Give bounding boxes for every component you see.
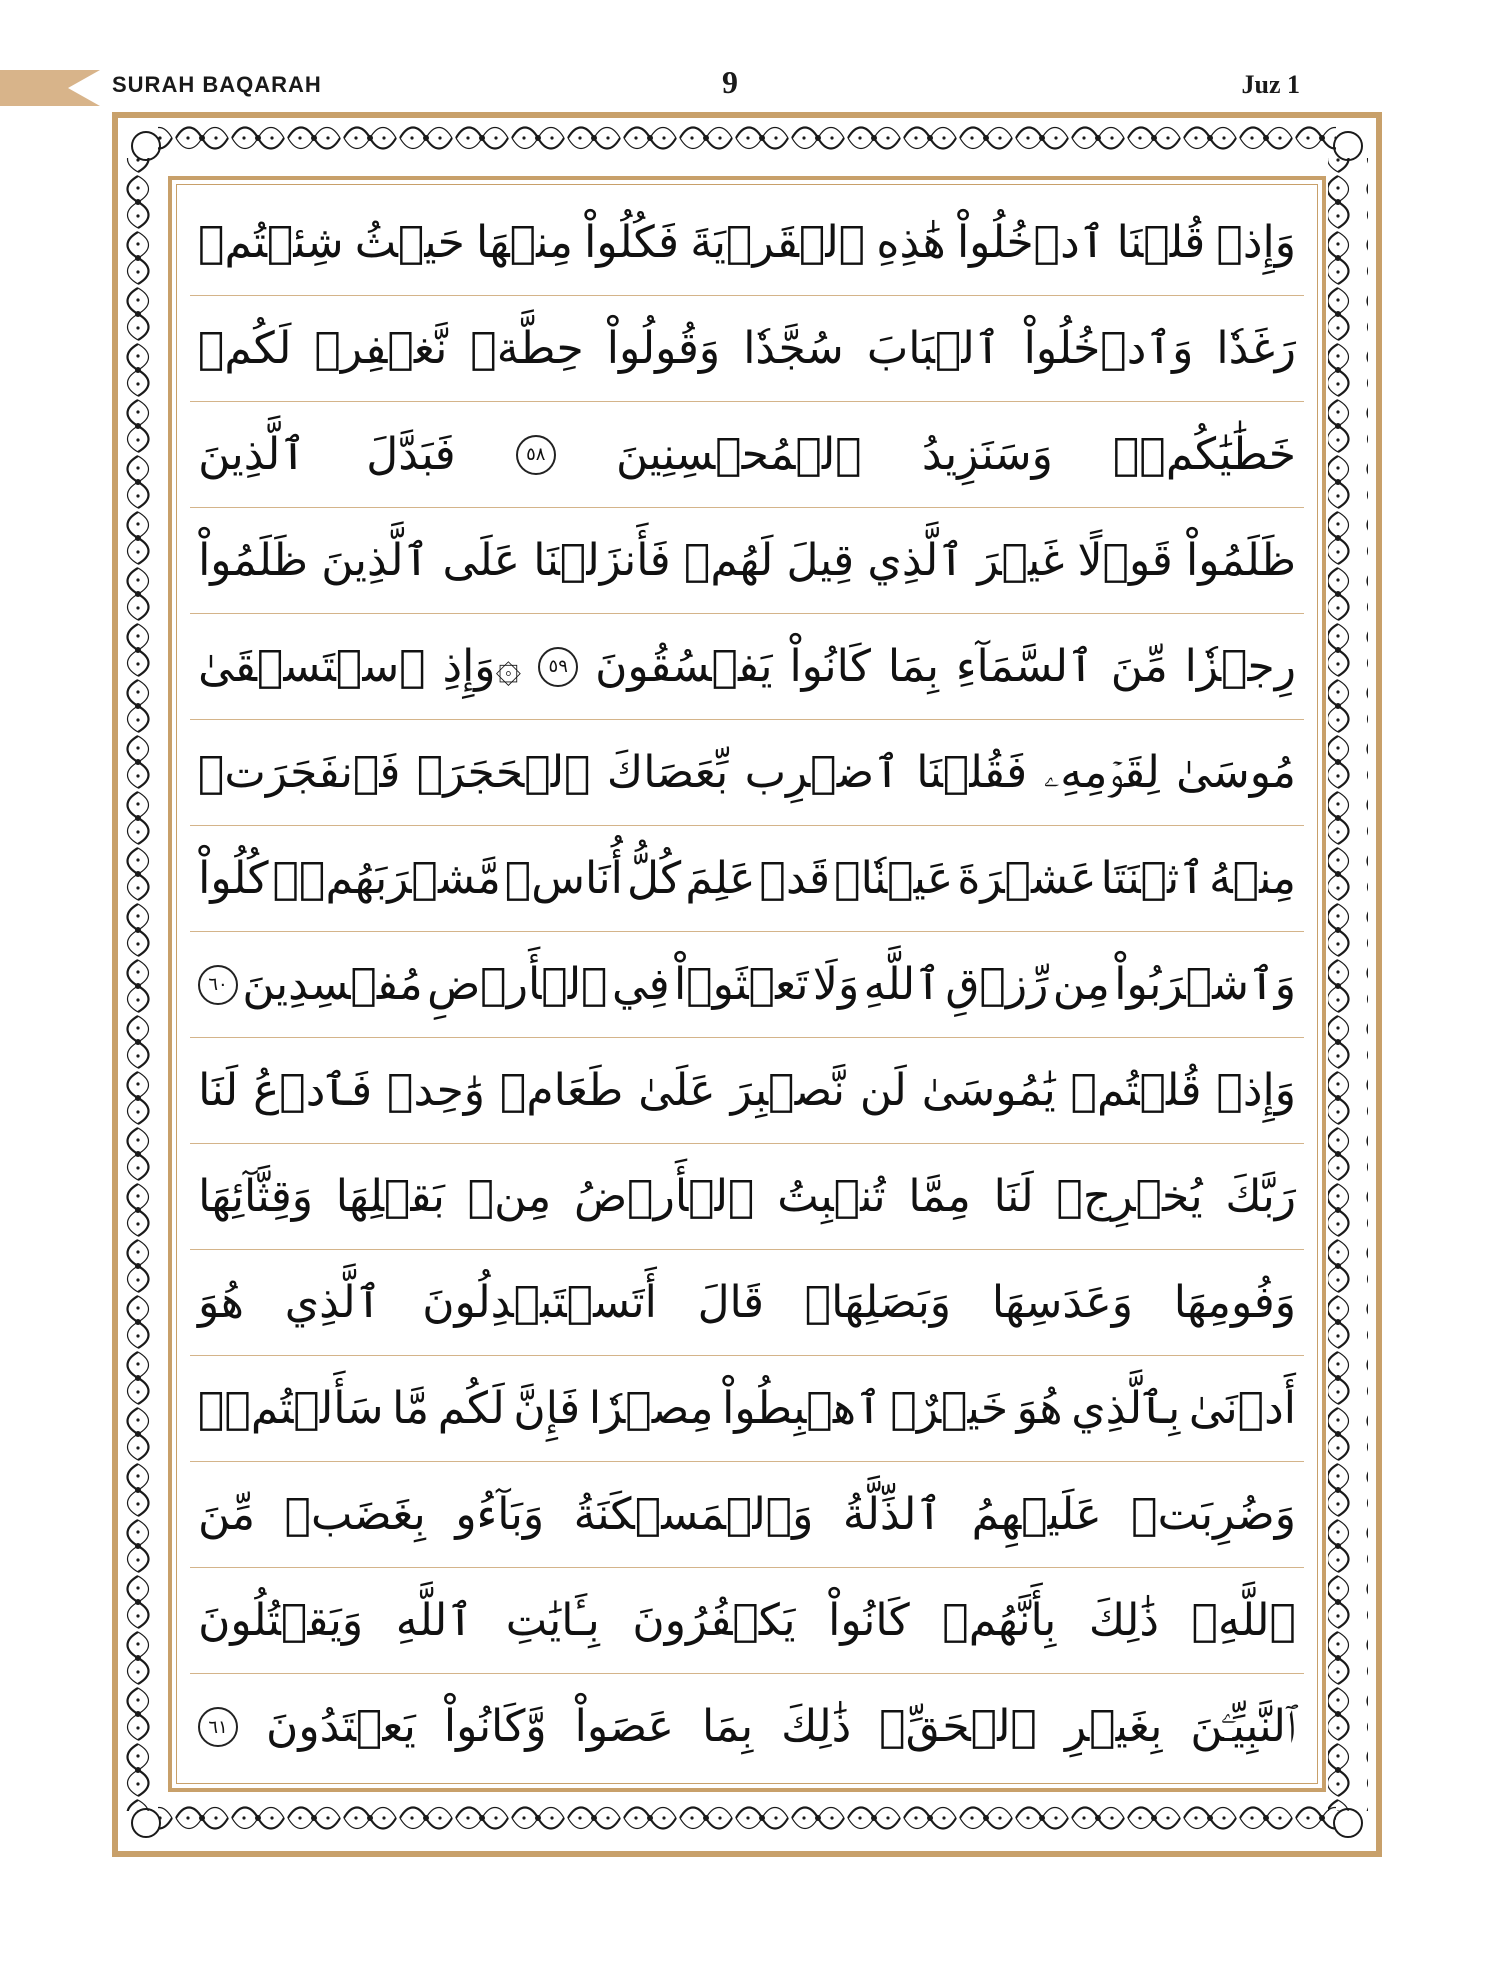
word: يَفۡسُقُونَ	[595, 640, 773, 692]
word: وَإِذۡ	[1216, 1064, 1296, 1116]
word: أَتَسۡتَبۡدِلُونَ	[422, 1276, 657, 1328]
text-line	[190, 1144, 1304, 1250]
word: لَكُمۡ	[198, 322, 292, 374]
word: هُوَ	[1016, 1382, 1063, 1434]
word: غَيۡرَ	[977, 534, 1065, 586]
word: بِٱلَّذِي	[1071, 1382, 1181, 1434]
text-line	[190, 1038, 1304, 1144]
word: لَكُم	[437, 1382, 505, 1434]
word: وَّكَانُواْ	[443, 1701, 547, 1752]
word: رَبَّكَ	[1225, 1170, 1296, 1222]
word: بِـَٔايَٰتِ	[505, 1594, 600, 1646]
word: ٱلذِّلَّةُ	[842, 1488, 943, 1540]
word: خَطَٰيَٰكُمۡۚ	[1113, 428, 1296, 480]
word: مَّا	[392, 1382, 430, 1434]
word: بِمَا	[702, 1701, 754, 1752]
word: مِصۡرٗا	[588, 1382, 714, 1434]
text-line	[190, 720, 1304, 826]
word: ظَلَمُواْ	[1186, 534, 1296, 586]
ayah-number-marker: ٦١	[198, 1707, 238, 1747]
word: فَأَنزَلۡنَا	[533, 534, 671, 586]
ayah-number-marker: ٦٠	[198, 965, 238, 1005]
word: لَهُمۡ	[683, 534, 774, 586]
text-line	[190, 826, 1304, 932]
text-line	[190, 402, 1304, 508]
word: وَٰحِدٖ	[387, 1064, 486, 1116]
text-line	[190, 1250, 1304, 1356]
word: ذَٰلِكَ	[781, 1701, 852, 1752]
word: وَضُرِبَتۡ	[1131, 1488, 1296, 1540]
word: عَشۡرَةَ	[957, 852, 1097, 904]
word: مِنۡهُ	[1209, 852, 1296, 904]
word: ٱدۡخُلُواْ	[956, 216, 1106, 268]
word: عَلِمَ	[685, 852, 756, 904]
word: ٱلَّذِي	[867, 534, 965, 586]
text-line	[190, 1568, 1304, 1674]
word: ٱلۡمُحۡسِنِينَ	[615, 428, 862, 480]
word: عَلَىٰ	[638, 1064, 716, 1116]
text-line	[190, 1674, 1304, 1780]
word: سَأَلۡتُمۡۗ	[198, 1382, 384, 1434]
word: وَعَدَسِهَا	[991, 1276, 1133, 1328]
word: خَيۡرٌۚ	[890, 1382, 1009, 1434]
word: بِّعَصَاكَ	[606, 746, 729, 798]
word: وَٱشۡرَبُواْ	[1114, 958, 1296, 1010]
word: ٱهۡبِطُواْ	[722, 1382, 882, 1434]
word: سُجَّدٗا	[743, 322, 844, 374]
text-line	[190, 1356, 1304, 1462]
word: بِغَيۡرِ	[1064, 1701, 1163, 1752]
word: مِّنَ	[1110, 640, 1168, 692]
word: ٱلَّذِينَ	[321, 534, 430, 586]
word: وَفُومِهَا	[1173, 1276, 1296, 1328]
word: يَكۡفُرُونَ	[632, 1594, 796, 1646]
word: بِمَا	[887, 640, 939, 692]
juz-label: Juz 1	[1241, 70, 1300, 99]
word: وَٱلۡمَسۡكَنَةُ	[573, 1488, 814, 1540]
quran-text-area	[190, 190, 1304, 1780]
word: ٱلۡبَابَ	[866, 322, 1001, 374]
word: عَلَى	[442, 534, 521, 586]
word: مَّشۡرَبَهُمۡۖ	[272, 852, 501, 904]
word: فَإِنَّ	[513, 1382, 581, 1434]
word: وَإِذۡ	[1216, 216, 1296, 268]
word: فَقُلۡنَا	[916, 746, 1028, 798]
word: وَقِثَّآئِهَا	[198, 1170, 313, 1222]
word: ٱلَّذِي	[284, 1276, 382, 1328]
word: كُلُّ	[626, 852, 682, 904]
word: وَقُولُواْ	[606, 322, 721, 374]
word: نَّصۡبِرَ	[730, 1064, 845, 1116]
word: ۞وَإِذِ	[442, 640, 522, 692]
word: مِّنَ	[198, 1488, 256, 1540]
word: لَنَا	[993, 1170, 1034, 1222]
text-line	[190, 296, 1304, 402]
word: ٱلۡحَجَرَۖ	[416, 746, 591, 798]
word: أَدۡنَىٰ	[1188, 1382, 1296, 1434]
word: عَلَيۡهِمُ	[971, 1488, 1102, 1540]
word: ٱلۡأَرۡضُ	[573, 1170, 755, 1222]
word: ٱللَّهِ	[863, 958, 941, 1010]
word: فِي	[611, 958, 670, 1010]
word: يَٰمُوسَىٰ	[921, 1064, 1056, 1116]
word: هُوَ	[198, 1276, 244, 1328]
word: وَٱدۡخُلُواْ	[1023, 322, 1194, 374]
word: وَبَصَلِهَاۖ	[804, 1276, 952, 1328]
word: ٱللَّهِ	[395, 1594, 474, 1646]
text-line	[190, 1462, 1304, 1568]
word: ٱلۡأَرۡضِ	[427, 958, 608, 1010]
word: فَٱنفَجَرَتۡ	[198, 746, 401, 798]
word: رِجۡزٗا	[1184, 640, 1296, 692]
word: وَبَآءُو	[455, 1488, 545, 1540]
text-line	[190, 190, 1304, 296]
word: ٱثۡنَتَا	[1100, 852, 1206, 904]
word: هَٰذِهِ	[876, 216, 946, 268]
word: مُوسَىٰ	[1176, 746, 1296, 798]
ayah-number-marker: ٥٩	[538, 647, 578, 687]
word: كَانُواْ	[789, 640, 871, 692]
word: ٱلسَّمَآءِ	[955, 640, 1094, 692]
word: رِّزۡقِ	[945, 958, 1049, 1010]
word: ٱسۡتَسۡقَىٰ	[198, 640, 426, 692]
word: ٱلنَّبِيِّـۧنَ	[1190, 1701, 1296, 1752]
word: قُلۡنَا	[1116, 216, 1206, 268]
word: وَيَقۡتُلُونَ	[198, 1594, 364, 1646]
word: لِقَوۡمِهِۦ	[1043, 746, 1160, 798]
word: وَسَنَزِيدُ	[921, 428, 1053, 480]
word: بَقۡلِهَا	[335, 1170, 445, 1222]
word: ظَلَمُواْ	[198, 534, 309, 586]
word: كَانُواْ	[828, 1594, 910, 1646]
word: بِأَنَّهُمۡ	[942, 1594, 1057, 1646]
word: أُنَاسٖ	[504, 852, 623, 904]
word: ذَٰلِكَ	[1088, 1594, 1159, 1646]
word: ٱللَّهِۗ	[1191, 1594, 1296, 1646]
word: فَكُلُواْ	[584, 216, 680, 268]
word: ٱلَّذِينَ	[198, 428, 307, 480]
word: ٱلۡقَرۡيَةَ	[690, 216, 866, 268]
word: عَيۡنٗاۖ	[834, 852, 954, 904]
word: قَالَ	[697, 1276, 764, 1328]
word: طَعَامٖ	[499, 1064, 624, 1116]
word: لَنَا	[198, 1064, 239, 1116]
text-line	[190, 614, 1304, 720]
ayah-number-marker: ٥٨	[516, 435, 556, 475]
word: ٱضۡرِب	[744, 746, 900, 798]
word: مِن	[1052, 958, 1110, 1010]
word: يُخۡرِجۡ	[1056, 1170, 1203, 1222]
word: فَبَدَّلَ	[366, 428, 456, 480]
word: يَعۡتَدُونَ	[266, 1701, 416, 1752]
word: مِمَّا	[908, 1170, 971, 1222]
word: قِيلَ	[786, 534, 855, 586]
word: وَلَا	[812, 958, 860, 1010]
word: حِطَّةٞ	[470, 322, 584, 374]
text-line	[190, 932, 1304, 1038]
word: قُلۡتُمۡ	[1070, 1064, 1202, 1116]
word: بِغَضَبٖ	[284, 1488, 426, 1540]
word: حَيۡثُ	[354, 216, 465, 268]
surah-name: SURAH BAQARAH	[112, 72, 322, 97]
word: لَن	[859, 1064, 907, 1116]
word: قَوۡلًا	[1077, 534, 1173, 586]
page-tab-marker	[0, 70, 100, 106]
word: مِنۡهَا	[476, 216, 573, 268]
word: مِنۢ	[467, 1170, 552, 1222]
word: مُفۡسِدِينَ	[242, 958, 423, 1010]
word: تُنۢبِتُ	[777, 1170, 886, 1222]
page-number: 9	[722, 64, 738, 100]
word: عَصَواْ	[574, 1701, 675, 1752]
word: فَٱدۡعُ	[253, 1064, 373, 1116]
word: شِئۡتُمۡ	[198, 216, 344, 268]
text-line	[190, 508, 1304, 614]
word: تَعۡثَوۡاْ	[674, 958, 809, 1010]
word: قَدۡ	[759, 852, 831, 904]
word: كُلُواْ	[198, 852, 269, 904]
word: ٱلۡحَقِّۗ	[879, 1701, 1037, 1752]
word: نَّغۡفِرۡ	[314, 322, 448, 374]
word: رَغَدٗا	[1216, 322, 1296, 374]
